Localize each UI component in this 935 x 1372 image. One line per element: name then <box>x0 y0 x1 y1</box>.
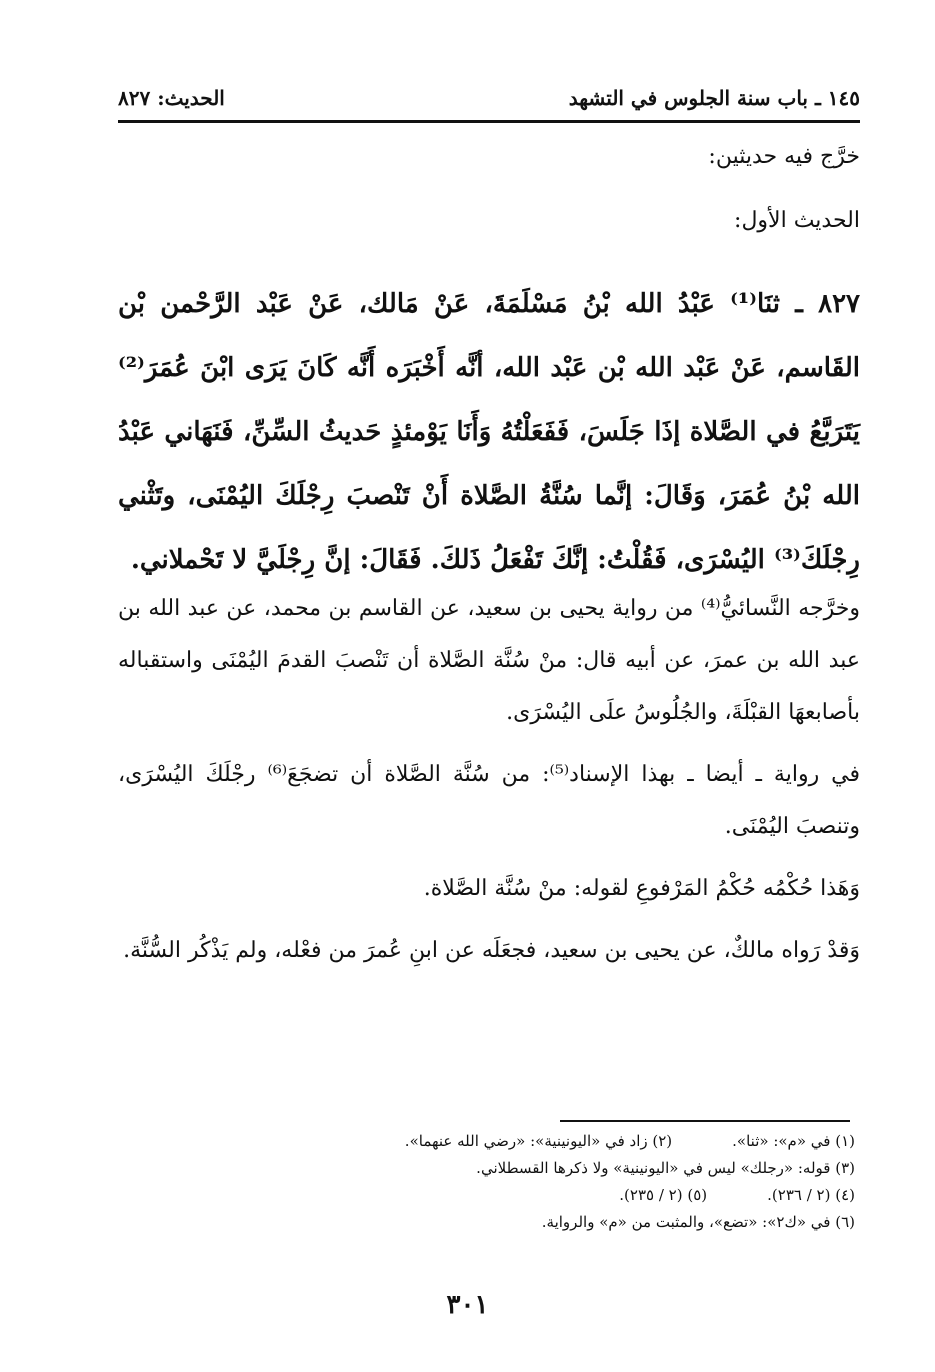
footnote-6: (٦) في «ك٢»: «تضع»، والمثبت من «م» والرواية. <box>541 1213 855 1231</box>
footnote-3: (٣) قوله: «رجلك» ليس في «اليونينية» ولا ذكرها القسطلاني. <box>476 1159 855 1177</box>
commentary-paragraph: وخرَّجه النَّسائيُّ⁽⁴⁾ من رواية يحيى بن سعيد، عن القاسم بن محمد، عن عبد الله بن عبد الله بن عمرَ، عن أبيه قال: منْ سُنَّة الصَّلاة أن تَنْصبَ القدمَ اليُمْنَى واستقباله بأصابعهَا القبْلَةَ، والجُلُوسُ علَى اليُسْرَى. <box>118 596 860 725</box>
footnote-5: (٥) (٢ / ٢٣٥). <box>619 1186 708 1204</box>
page-number: ٣٠١ <box>446 1290 489 1320</box>
intro-block <box>118 140 860 268</box>
commentary-paragraph: في رواية ـ أيضا ـ بهذا الإسناد⁽⁵⁾: من سُنَّة الصَّلاة أن تضجَعَ⁽⁶⁾ رجْلَكَ اليُسْرَى، وتنصبَ اليُمْنَى. <box>118 762 860 839</box>
header-divider <box>118 120 860 123</box>
section-heading: الحديث الأول: <box>734 208 860 233</box>
footnote-row <box>130 1209 855 1236</box>
commentary-block <box>118 583 860 987</box>
hadith-reference: الحديث: ٨٢٧ <box>118 86 225 110</box>
commentary-paragraph: وَقدْ رَواه مالكٌ، عن يحيى بن سعيد، فجعَلَه عن ابنِ عُمرَ من فعْله، ولم يَذْكُر السُّنَّة. <box>123 938 860 963</box>
footnote-4: (٤) (٢ / ٢٣٦). <box>767 1186 855 1204</box>
footnote-row <box>130 1182 855 1209</box>
footnote-1: (١) في «م»: «ثنا». <box>732 1132 855 1150</box>
hadith-text: ٨٢٧ ـ ثنَا⁽¹⁾ عَبْدُ الله بْنُ مَسْلَمَةَ، عَنْ مَالك، عَنْ عَبْد الرَّحْمن بْن القَاسم، عَنْ عَبْد الله بْن عَبْد الله، أنَّه أَخْبَرَه أَنَّه كَانَ يَرَى ابْنَ عُمَرَ⁽²⁾ يَتَرَبَّعُ في الصَّلاة إذَا جَلَسَ، فَفَعَلْتُهُ وَأَنَا يَوْمئذٍ حَديثُ السِّنِّ، فَنَهَاني عَبْدُ الله بْنُ عُمَرَ، وَقَالَ: إنَّما سُنَّةُ الصَّلاة أَنْ تَنْصبَ رِجْلَكَ اليُمْنَى، وتَثْني رِجْلَكَ⁽³⁾ اليُسْرَى، فَقُلْتُ: إنَّكَ تَفْعَلُ ذَلكَ. فَقَالَ: إنَّ رِجْلَيَّ لا تَحْملاني. <box>118 289 861 575</box>
chapter-title: ١٤٥ ـ باب سنة الجلوس في التشهد <box>568 86 860 110</box>
footnotes <box>130 1128 855 1236</box>
footnote-2: (٢) زاد في «اليونينية»: «رضي الله عنهما». <box>404 1132 673 1150</box>
intro-line: خرَّج فيه حديثين: <box>708 144 860 169</box>
running-header <box>118 80 860 116</box>
commentary-paragraph: وَهَذا حُكْمُه حُكْمُ المَرْفوعِ لقوله: منْ سُنَّة الصَّلاة. <box>423 876 860 901</box>
footnote-divider <box>560 1120 850 1122</box>
footnote-row <box>130 1128 855 1155</box>
footnote-row <box>130 1155 855 1182</box>
